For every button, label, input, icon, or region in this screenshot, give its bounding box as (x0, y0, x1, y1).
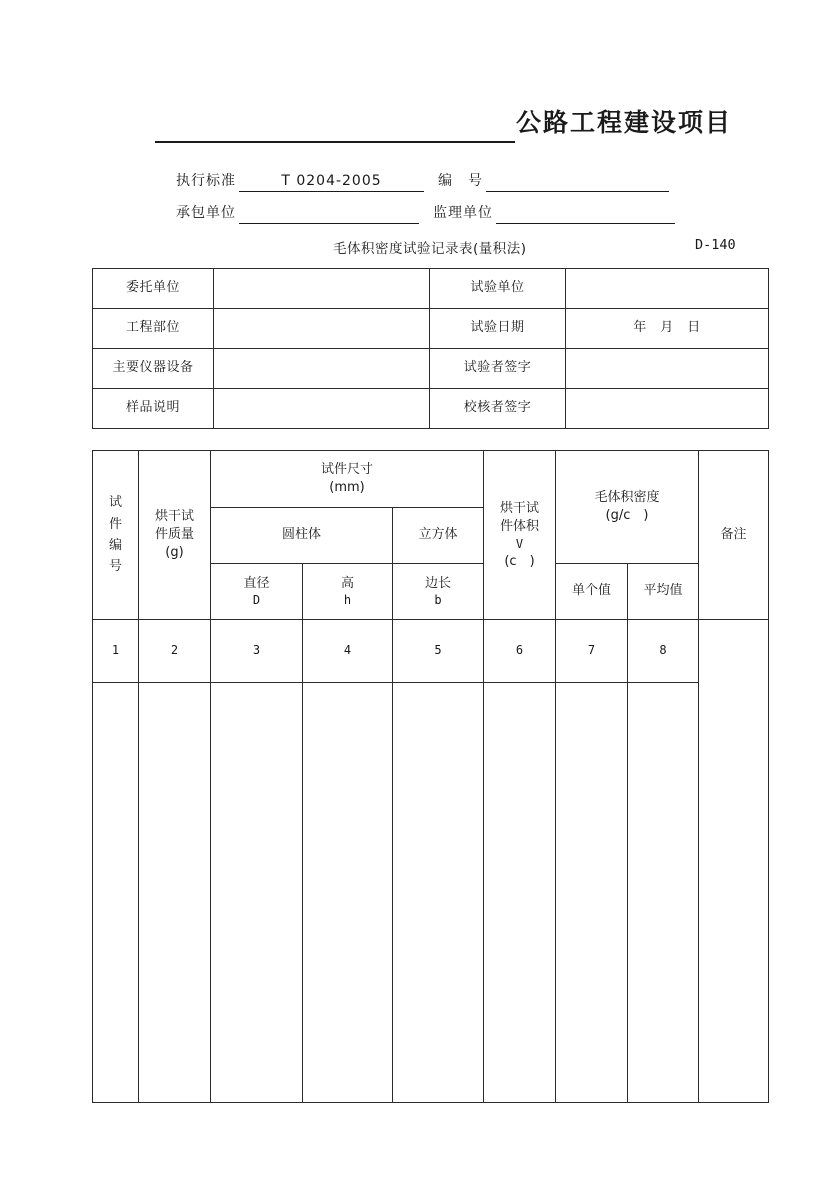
single-value-entry-cell[interactable] (556, 683, 628, 1103)
column-number: 3 (211, 620, 303, 683)
dry-mass-header: 烘干试件质量 (g) (139, 451, 211, 620)
cylinder-header: 圆柱体 (211, 508, 393, 564)
diameter-header: 直径 D (211, 564, 303, 620)
column-number-row (93, 620, 769, 683)
column-number: 5 (393, 620, 484, 683)
supervisor-value[interactable] (496, 221, 675, 224)
column-number: 6 (484, 620, 556, 683)
main-instruments-value[interactable] (214, 349, 430, 389)
height-header: 高 h (303, 564, 393, 620)
info-row-1 (93, 269, 769, 309)
contractor-label: 承包单位 (176, 205, 236, 221)
test-record-table (92, 450, 769, 1103)
average-value-header: 平均值 (628, 564, 699, 620)
specimen-no-entry-cell[interactable] (93, 683, 139, 1103)
info-row-4 (93, 389, 769, 429)
sample-description-value[interactable] (214, 389, 430, 429)
contractor-value[interactable] (239, 221, 419, 224)
average-value-entry-cell[interactable] (628, 683, 699, 1103)
test-date-label: 试验日期 (430, 309, 566, 349)
remarks-header: 备注 (699, 451, 769, 620)
sample-description-label: 样品说明 (93, 389, 214, 429)
side-length-header: 边长 b (393, 564, 484, 620)
info-row-3 (93, 349, 769, 389)
diameter-entry-cell[interactable] (211, 683, 303, 1103)
project-part-label: 工程部位 (93, 309, 214, 349)
main-instruments-label: 主要仪器设备 (93, 349, 214, 389)
test-unit-value[interactable] (566, 269, 769, 309)
exec-standard-label: 执行标准 (176, 173, 236, 189)
test-unit-label: 试验单位 (430, 269, 566, 309)
column-number: 4 (303, 620, 393, 683)
side-length-entry-cell[interactable] (393, 683, 484, 1103)
column-number: 2 (139, 620, 211, 683)
specimen-no-header: 试件编号 (93, 451, 139, 620)
checker-signature-value[interactable] (566, 389, 769, 429)
record-title: 毛体积密度试验记录表(量积法) (333, 241, 527, 257)
tester-signature-label: 试验者签字 (430, 349, 566, 389)
tester-signature-value[interactable] (566, 349, 769, 389)
column-number: 7 (556, 620, 628, 683)
supervisor-label: 监理单位 (433, 205, 493, 221)
project-name-blank-line[interactable] (155, 123, 515, 143)
info-table (92, 268, 769, 429)
dry-volume-entry-cell[interactable] (484, 683, 556, 1103)
data-entry-row (93, 683, 769, 1103)
test-date-value[interactable]: 年 月 日 (566, 309, 769, 349)
client-unit-value[interactable] (214, 269, 430, 309)
height-entry-cell[interactable] (303, 683, 393, 1103)
remarks-entry-cell[interactable] (699, 620, 769, 1103)
form-code: D-140 (695, 237, 736, 253)
single-value-header: 单个值 (556, 564, 628, 620)
column-number: 8 (628, 620, 699, 683)
column-number: 1 (93, 620, 139, 683)
info-row-2 (93, 309, 769, 349)
header-field-row-1 (176, 170, 669, 192)
specimen-size-header: 试件尺寸 (mm) (211, 451, 484, 508)
client-unit-label: 委托单位 (93, 269, 214, 309)
doc-number-label: 编 号 (438, 173, 483, 189)
cube-header: 立方体 (393, 508, 484, 564)
dry-mass-entry-cell[interactable] (139, 683, 211, 1103)
project-part-value[interactable] (214, 309, 430, 349)
checker-signature-label: 校核者签字 (430, 389, 566, 429)
page-title: 公路工程建设项目 (516, 108, 733, 137)
dry-volume-header: 烘干试件体积 V (c ) (484, 451, 556, 620)
bulk-density-header: 毛体积密度 (g/c ) (556, 451, 699, 564)
exec-standard-value[interactable]: T 0204-2005 (239, 173, 424, 192)
header-field-row-2 (176, 202, 675, 224)
doc-number-value[interactable] (486, 189, 669, 192)
header-row-1 (93, 451, 769, 508)
